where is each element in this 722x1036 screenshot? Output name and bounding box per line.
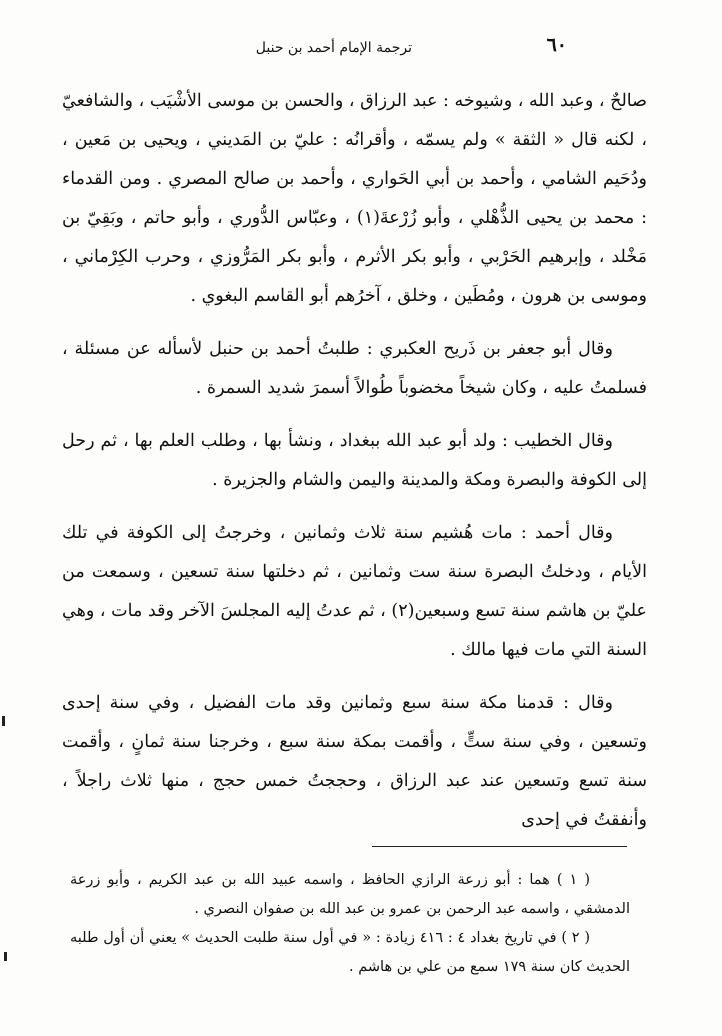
footnote: ( ١ ) هما : أبو زرعة الرازي الحافظ ، واسمه عبيد الله بن عبد الكريم ، وأبو زرعة الدمشقي ، واسمه عبد الرحمن بن عمرو بن عبد الله بن صفوان النصري . [70, 872, 630, 917]
paragraph: وقال أحمد : مات هُشيم سنة ثلاث وثمانين ، وخرجتُ إلى الكوفة في تلك الأيام ، ودخلتُ البصرة سنة ست وثمانين ، ثم دخلتها سنة تسعين ، وسمعت من عليّ بن هاشم سنة تسع وسبعين(٢) ، ثم عدتُ إليه المجلسَ الآخر وقد مات ، وهي السنة التي مات فيها مالك . [62, 523, 647, 660]
running-title: ترجمة الإمام أحمد بن حنبل [255, 40, 412, 56]
scan-speck [4, 952, 7, 961]
paragraph: وقال أبو جعفر بن ذَريح العكبري : طلبتُ أحمد بن حنبل لأسأله عن مسئلة ، فسلمتُ عليه ، وكان شيخاً مخضوباً طُوالاً أسمرَ شديد السمرة . [62, 339, 647, 398]
page-number: ٦٠ [546, 34, 567, 56]
paragraph: وقال : قدمنا مكة سنة سبع وثمانين وقد مات الفضيل ، وفي سنة إحدى وتسعين ، وفي سنة ستٍّ ، وأقمت بمكة سنة سبع ، وخرجنا سنة ثمانٍ ، وأقمت سنة تسع وتسعين عند عبد الرزاق ، وحججتُ خمس حجج ، منها ثلاث راجلاً ، وأنفقتُ في إحدى [62, 693, 647, 830]
footnote-separator [372, 846, 627, 847]
page-header [60, 34, 662, 64]
footnotes [70, 866, 630, 982]
footnote: ( ٢ ) في تاريخ بغداد ٤ : ٤١٦ زيادة : « في أول سنة طلبت الحديث » يعني أن أول طلبه الحديث كان سنة ١٧٩ سمع من علي بن هاشم . [70, 930, 630, 975]
main-text [62, 82, 647, 854]
paragraph: صالحٌ ، وعبد الله ، وشيوخه : عبد الرزاق ، والحسن بن موسى الأشْيَب ، والشافعيّ ، لكنه قال « الثقة » ولم يسمّه ، وأقرانُه : عليّ بن المَديني ، ويحيى بن مَعين ، ودُحَيم الشامي ، وأحمد بن أبي الحَواري ، وأحمد بن صالح المصري . ومن القدماء : محمد بن يحيى الذُّهْلي ، وأبو زُرْعةَ(١) ، وعبّاس الدُّوري ، وأبو حاتم ، وبَقِيّ بن مَخْلد ، وإبرهيم الحَرْبي ، وأبو بكر الأثرم ، وأبو بكر المَرُّوزي ، وحرب الكِرْماني ، وموسى بن هرون ، ومُطَين ، وخلق ، آخرُهم أبو القاسم البغوي . [62, 91, 647, 306]
scan-speck [2, 716, 5, 726]
paragraph: وقال الخطيب : ولد أبو عبد الله ببغداد ، ونشأ بها ، وطلب العلم بها ، ثم رحل إلى الكوفة والبصرة ومكة والمدينة واليمن والشام والجزيرة . [62, 431, 647, 490]
